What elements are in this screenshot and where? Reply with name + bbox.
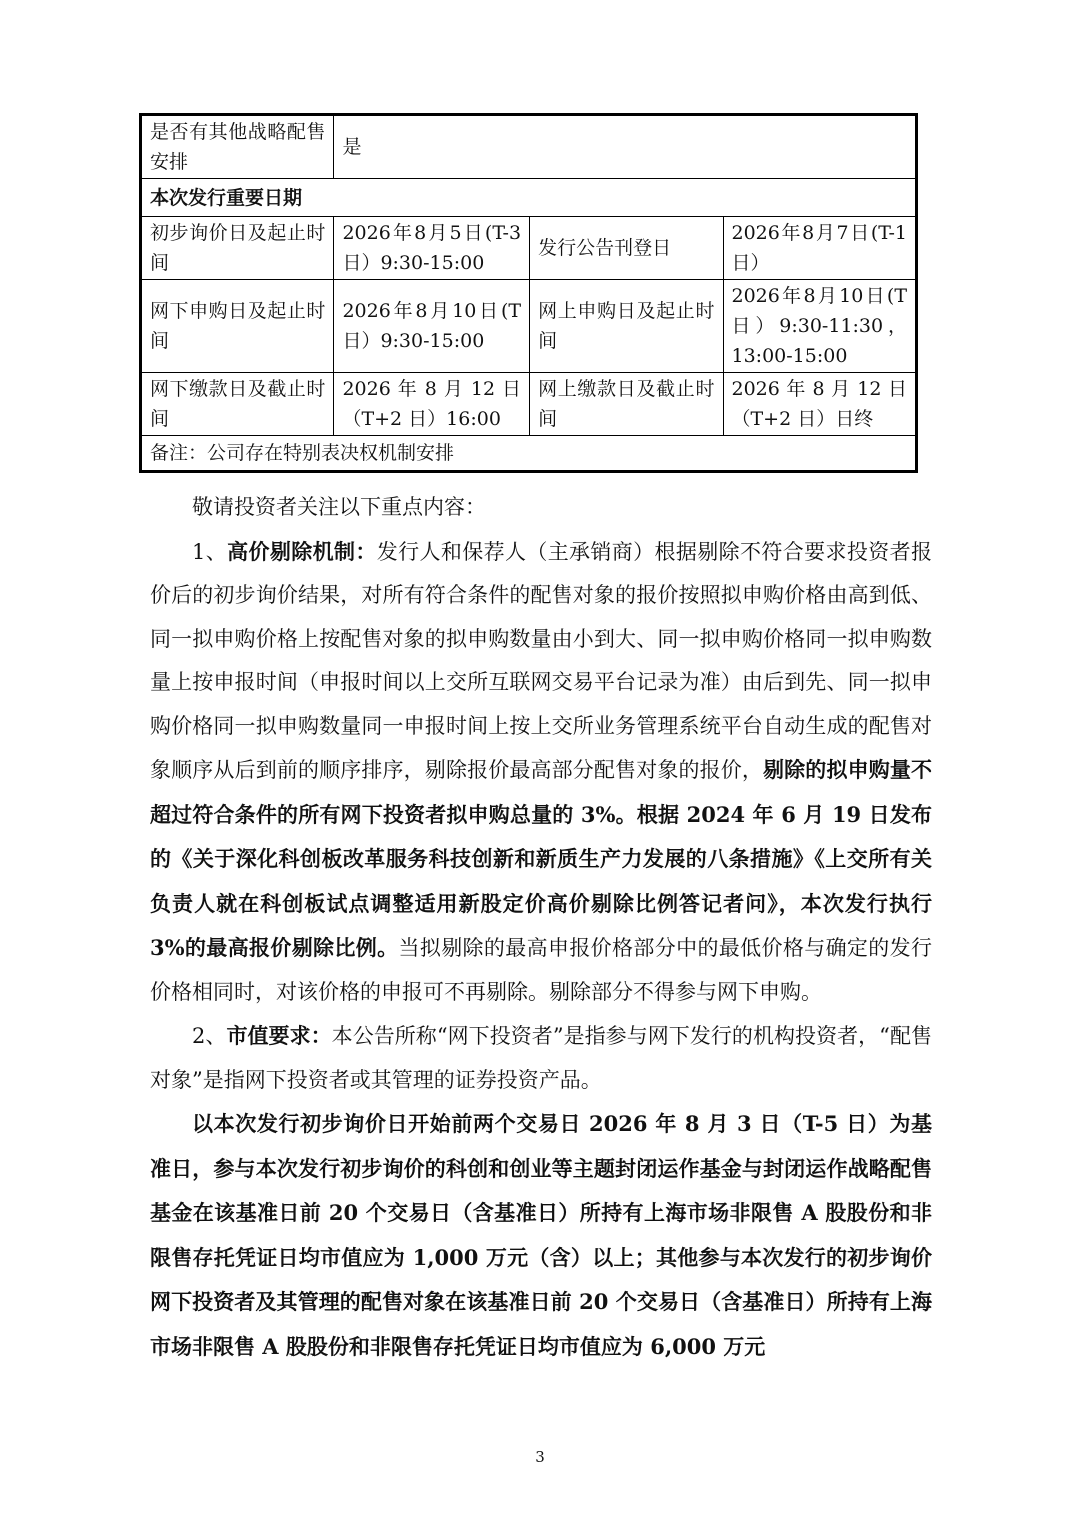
- item-text: 当拟剔除的最高申报价格部分中的最低价格与确定的发行价格相同时，对该价格的申报可不再剔除。剔除部分不得参与网下申购。: [150, 936, 932, 1004]
- cell-value: 2026年8月7日(T-1日）: [723, 217, 917, 280]
- paragraph-benchmark-date: [150, 1102, 932, 1369]
- cell-label: 初步询价日及起止时间: [141, 217, 334, 280]
- paragraph-market-value: [150, 1014, 932, 1102]
- table-row: [141, 115, 917, 179]
- table-row: [141, 179, 917, 217]
- cell-value: 2026 年 8 月 12 日（T+2 日）日终: [723, 373, 917, 436]
- cell-value: 2026年8月5日(T-3日）9:30-15:00: [334, 217, 530, 280]
- issuance-info-table: [139, 113, 918, 473]
- strategic-placement-label: 是否有其他战略配售安排: [141, 115, 334, 179]
- cell-label: 网下缴款日及截止时间: [141, 373, 334, 436]
- item-text: 发行人和保荐人（主承销商）根据剔除不符合要求投资者报价后的初步询价结果，对所有符合条件的配售对象的报价按照拟申购价格由高到低、同一拟申购价格上按配售对象的拟申购数量由小到大、同一拟申购价格同一拟申购数量上按申报时间（申报时间以上交所互联网交易平台记录为准）由后到先、同一拟申购价格同一拟申购数量同一申报时间上按上交所业务管理系统平台自动生成的配售对象顺序从后到前的顺序排序，剔除报价最高部分配售对象的报价，: [150, 539, 932, 782]
- cell-label: 网上缴款日及截止时间: [530, 373, 723, 436]
- table-row: [141, 217, 917, 280]
- item-text: 本公告所称“网下投资者”是指参与网下发行的机构投资者，“配售对象”是指网下投资者或其管理的证券投资产品。: [150, 1024, 932, 1092]
- body-text: [150, 486, 932, 1369]
- item-heading: 市值要求：: [226, 1023, 332, 1048]
- cell-label: 网下申购日及起止时间: [141, 280, 334, 373]
- item-number: 1、: [192, 539, 228, 564]
- item-heading: 高价剔除机制：: [227, 538, 377, 564]
- important-dates-heading: 本次发行重要日期: [141, 179, 917, 217]
- cell-value: 2026年8月10日(T日）9:30-15:00: [334, 280, 530, 373]
- cell-value: 2026 年 8 月 12 日（T+2 日）16:00: [334, 373, 530, 436]
- strategic-placement-value: 是: [334, 115, 917, 179]
- intro-paragraph: 敬请投资者关注以下重点内容：: [192, 495, 486, 519]
- table-row: [141, 280, 917, 373]
- table-note: 备注：公司存在特别表决权机制安排: [141, 436, 917, 472]
- item-number: 2、: [192, 1024, 227, 1048]
- page-number: 3: [535, 1448, 545, 1466]
- table-row: [141, 436, 917, 472]
- table-row: [141, 373, 917, 436]
- cell-label: 网上申购日及起止时间: [530, 280, 723, 373]
- item-bold-text: 以本次发行初步询价日开始前两个交易日 2026 年 8 月 3 日（T-5 日）为基准日，参与本次发行初步询价的科创和创业等主题封闭运作基金与封闭运作战略配售基金在该基准日前 20 个交易日（含基准日）所持有上海市场非限售 A 股股份和非限售存托凭证日均市值应为 1,000 万元（含）以上；其他参与本次发行的初步询价网下投资者及其管理的配售对象在该基准日前 20 个交易日（含基准日）所持有上海市场非限售 A 股股份和非限售存托凭证日均市值应为 6,000 万元: [150, 1111, 932, 1359]
- item-bold-text: 剔除的拟申购量不超过符合条件的所有网下投资者拟申购总量的 3%。根据 2024 年 6 月 19 日发布的《关于深化科创板改革服务科技创新和新质生产力发展的八条措施》《上交所有关负责人就在科创板试点调整适用新股定价高价剔除比例答记者问》，本次发行执行 3%的最高报价剔除比例。: [150, 757, 933, 960]
- cell-label: 发行公告刊登日: [530, 217, 723, 280]
- paragraph-price-elimination: [150, 530, 932, 1015]
- cell-value: 2026年8月10日(T日）9:30-11:30，13:00-15:00: [723, 280, 917, 373]
